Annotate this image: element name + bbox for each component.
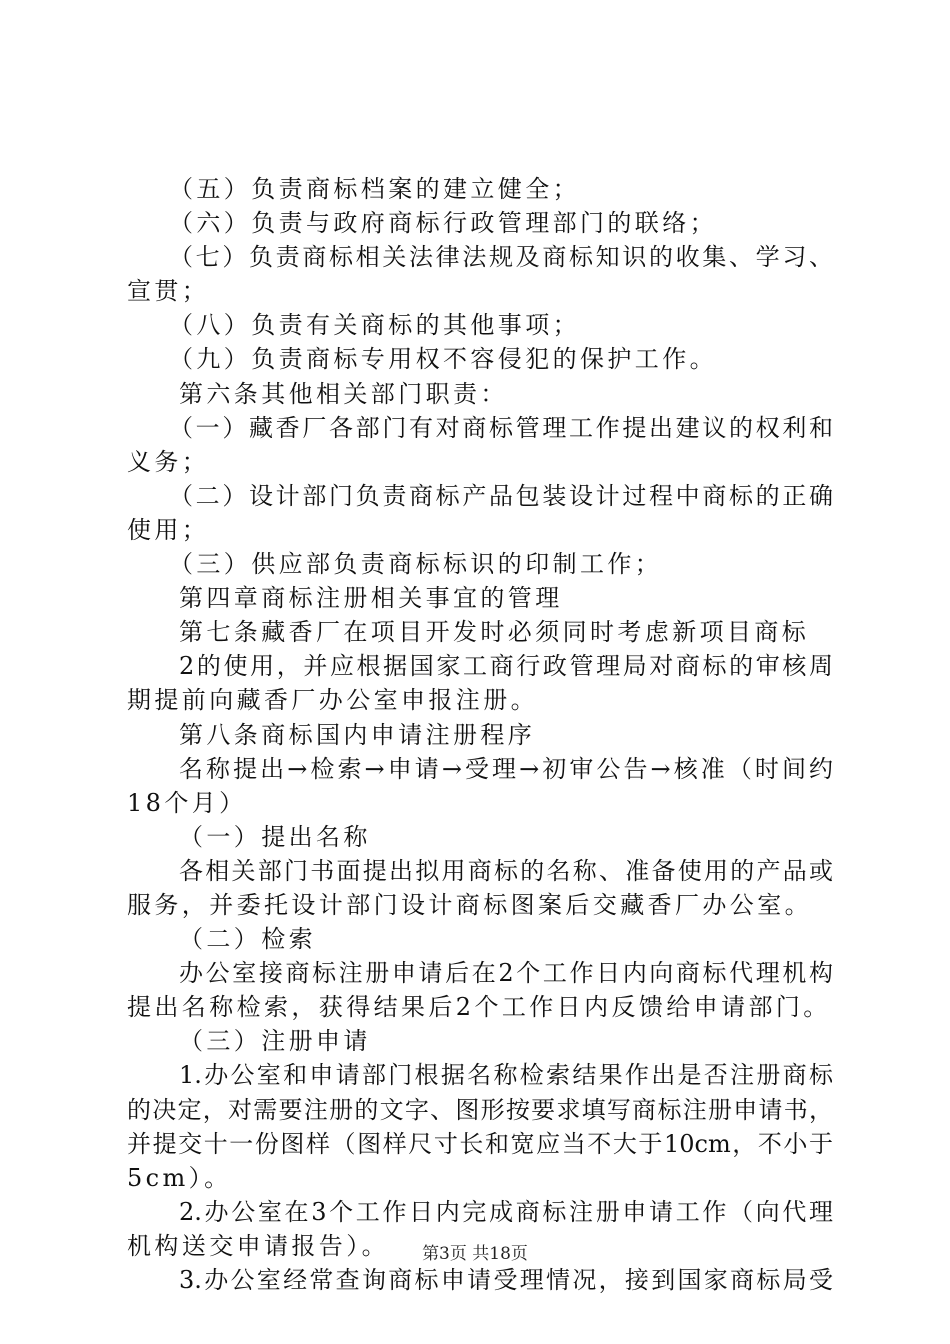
text-line: （一）藏香厂各部门有对商标管理工作提出建议的权利和 xyxy=(169,413,833,442)
text-line: 2的使用，并应根据国家工商行政管理局对商标的审核周 xyxy=(179,652,833,681)
text-line: 1.办公室和申请部门根据名称检索结果作出是否注册商标 xyxy=(179,1061,833,1090)
text-line: 服务，并委托设计部门设计商标图案后交藏香厂办公室。 xyxy=(127,890,812,919)
text-line: 机构送交申请报告）。 xyxy=(127,1231,389,1260)
text-line: 名称提出→检索→申请→受理→初审公告→核准（时间约 xyxy=(179,754,833,783)
text-line: 提出名称检索，获得结果后2个工作日内反馈给申请部门。 xyxy=(127,993,831,1022)
text-line: 18个月） xyxy=(127,788,247,817)
text-line: （五）负责商标档案的建立健全； xyxy=(169,175,580,203)
text-line: （六）负责与政府商标行政管理部门的联络； xyxy=(169,209,717,238)
text-line: （一）提出名称 xyxy=(179,822,371,851)
document-body xyxy=(127,172,833,1297)
text-line: 宣贯； xyxy=(127,277,210,306)
text-line: （七）负责商标相关法律法规及商标知识的收集、学习、 xyxy=(169,243,833,272)
text-line: 3.办公室经常查询商标申请受理情况，接到国家商标局受 xyxy=(179,1266,833,1294)
text-line: （九）负责商标专用权不容侵犯的保护工作。 xyxy=(169,345,717,374)
text-line: 第六条其他相关部门职责： xyxy=(179,379,508,408)
text-line: （二）设计部门负责商标产品包装设计过程中商标的正确 xyxy=(169,481,833,510)
text-line: 2.办公室在3个工作日内完成商标注册申请工作（向代理 xyxy=(179,1197,833,1226)
text-line: 使用； xyxy=(127,515,210,544)
text-line: 第七条藏香厂在项目开发时必须同时考虑新项目商标 xyxy=(179,618,810,647)
text-line: 5cm）。 xyxy=(127,1163,232,1192)
text-line: 第四章商标注册相关事宜的管理 xyxy=(179,584,563,613)
text-line: （三）注册申请 xyxy=(179,1027,371,1056)
text-line: 并提交十一份图样（图样尺寸长和宽应当不大于10cm，不小于 xyxy=(127,1129,833,1158)
text-line: 义务； xyxy=(127,447,210,476)
text-line: （八）负责有关商标的其他事项； xyxy=(169,311,580,340)
text-line: （三）供应部负责商标标识的印制工作； xyxy=(169,550,663,579)
text-line: 办公室接商标注册申请后在2个工作日内向商标代理机构 xyxy=(179,959,833,988)
text-line: （二）检索 xyxy=(179,925,316,954)
text-line: 期提前向藏香厂办公室申报注册。 xyxy=(127,686,538,715)
text-line: 各相关部门书面提出拟用商标的名称、准备使用的产品或 xyxy=(179,856,833,885)
text-line: 第八条商标国内申请注册程序 xyxy=(179,720,536,749)
page-footer: 第3页 共18页 xyxy=(422,1244,528,1264)
text-line: 的决定，对需要注册的文字、图形按要求填写商标注册申请书， xyxy=(127,1095,833,1124)
